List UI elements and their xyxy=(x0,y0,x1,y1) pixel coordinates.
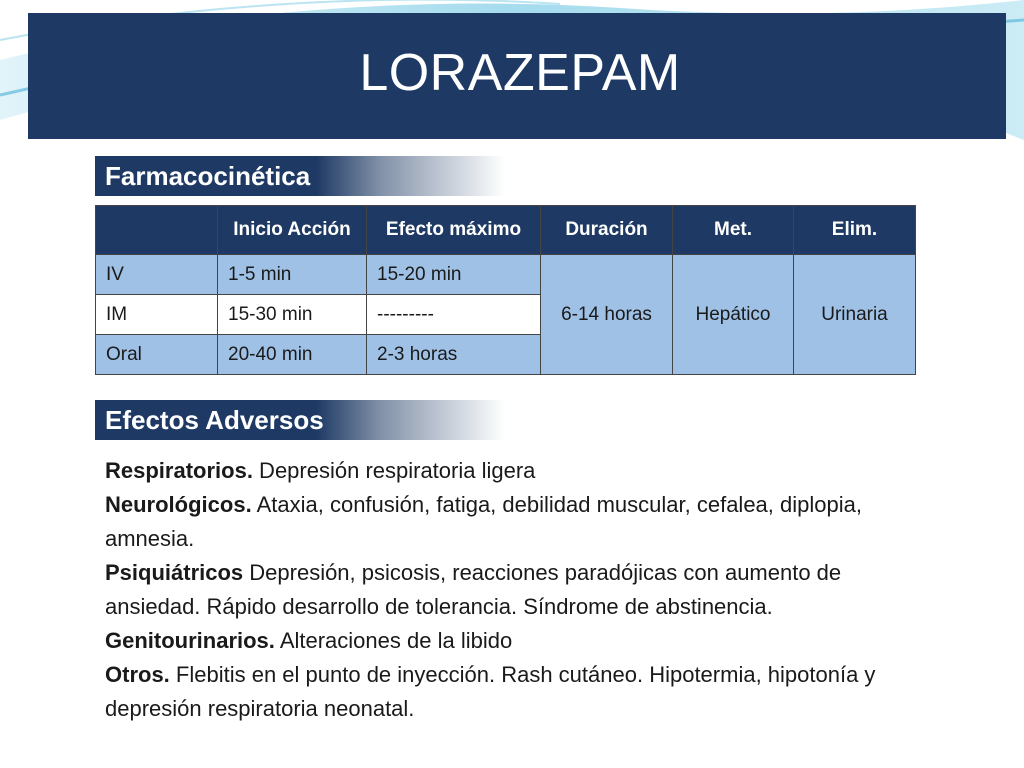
duration-cell: 6-14 horas xyxy=(541,255,673,375)
table-header-row xyxy=(96,206,916,255)
list-item xyxy=(105,454,935,488)
column-header-onset: Inicio Acción xyxy=(218,206,367,255)
item-text: Depresión respiratoria ligera xyxy=(252,458,536,483)
peak-cell: 15-20 min xyxy=(367,255,541,295)
adverse-effects-list xyxy=(105,454,935,726)
pharmacokinetics-table xyxy=(95,205,916,375)
peak-cell: --------- xyxy=(367,295,541,335)
item-text: Alteraciones de la libido xyxy=(274,628,513,653)
slide-title: LORAZEPAM xyxy=(359,44,681,102)
column-header-peak: Efecto máximo xyxy=(367,206,541,255)
list-item xyxy=(105,624,935,658)
onset-cell: 20-40 min xyxy=(218,335,367,375)
list-item xyxy=(105,488,935,556)
metabolism-cell: Hepático xyxy=(673,255,794,375)
route-cell: Oral xyxy=(96,335,218,375)
item-text: Depresión, psicosis, reacciones paradójicas con aumento de ansiedad. Rápido desarrollo de tolerancia. Síndrome de abstinencia. xyxy=(105,560,842,619)
item-label: Otros. xyxy=(105,662,170,687)
item-text: Ataxia, confusión, fatiga, debilidad muscular, cefalea, diplopia, amnesia. xyxy=(105,492,862,551)
item-label: Genitourinarios. xyxy=(105,628,275,653)
pharmacokinetics-heading: Farmacocinética xyxy=(95,156,505,196)
item-label: Respiratorios. xyxy=(105,458,253,483)
route-cell: IV xyxy=(96,255,218,295)
column-header-duration: Duración xyxy=(541,206,673,255)
peak-cell: 2-3 horas xyxy=(367,335,541,375)
list-item xyxy=(105,556,935,624)
onset-cell: 15-30 min xyxy=(218,295,367,335)
onset-cell: 1-5 min xyxy=(218,255,367,295)
column-header-metabolism: Met. xyxy=(673,206,794,255)
table-row xyxy=(96,255,916,295)
item-label: Psiquiátricos xyxy=(105,560,244,585)
adverse-effects-heading: Efectos Adversos xyxy=(95,400,505,440)
column-header-route xyxy=(96,206,218,255)
column-header-elimination: Elim. xyxy=(794,206,916,255)
list-item xyxy=(105,658,935,726)
elimination-cell: Urinaria xyxy=(794,255,916,375)
title-bar xyxy=(28,13,1006,139)
item-text: Flebitis en el punto de inyección. Rash cutáneo. Hipotermia, hipotonía y depresión respiratoria neonatal. xyxy=(105,662,876,721)
route-cell: IM xyxy=(96,295,218,335)
item-label: Neurológicos. xyxy=(105,492,252,517)
